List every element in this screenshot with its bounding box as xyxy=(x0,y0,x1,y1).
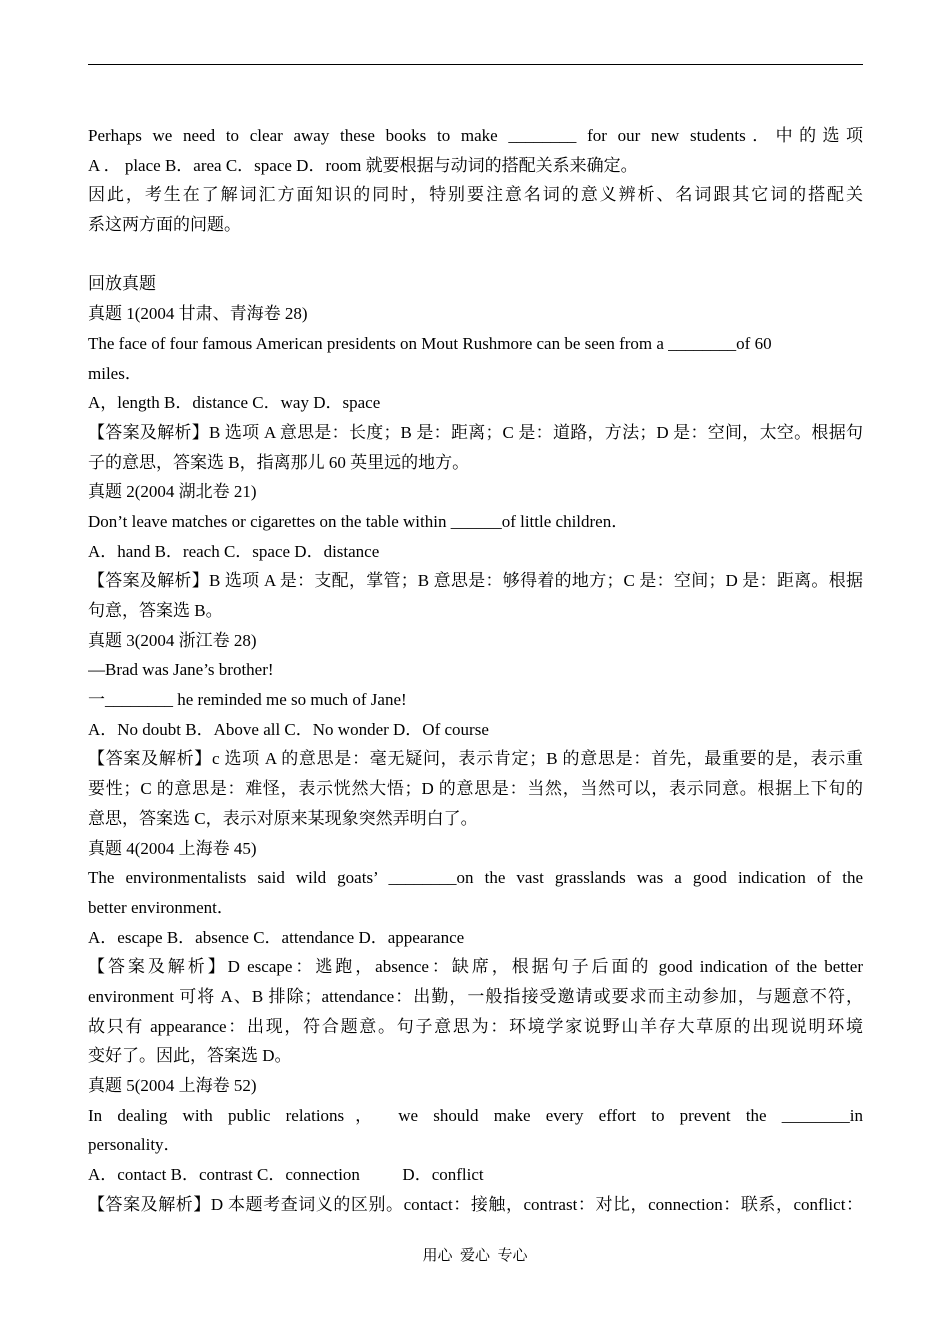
text-line: Don’t leave matches or cigarettes on the table within ______of little children． xyxy=(88,511,629,531)
text-line: —Brad was Jane’s brother! xyxy=(88,660,274,680)
question-title: 真题 1(2004 甘肃、青海卷 28) xyxy=(88,304,308,324)
text-line: 因此，考生在了解词汇方面知识的同时，特别要注意名词的意义辨析、名词跟其它词的搭配关 xyxy=(88,185,863,205)
text-line: miles． xyxy=(88,363,142,383)
text-line: 一________ he reminded me so much of Jane! xyxy=(88,690,407,710)
page-footer: 用心 爱心 专心 xyxy=(422,1248,528,1264)
answer-explanation: 子的意思，答案选 B，指离那儿 60 英里远的地方。 xyxy=(88,452,470,472)
answer-explanation: 【答案及解析】D escape：逃跑，absence：缺席，根据句子后面的 good indication of the better xyxy=(88,957,863,977)
answer-explanation: environment 可将 A、B 排除；attendance：出勤，一般指接受邀请或要求而主动参加，与题意不符， xyxy=(88,986,863,1006)
answer-explanation: 意思，答案选 C，表示对原来某现象突然弄明白了。 xyxy=(88,808,478,828)
options-line: A．contact B．contrast C．connection D．conflict xyxy=(88,1165,484,1185)
text-line: Perhaps we need to clear away these books to make ________ for our new students．中的选项 xyxy=(88,126,863,145)
answer-explanation: 故只有 appearance：出现，符合题意。句子意思为：环境学家说野山羊存大草原的出现说明环境 xyxy=(88,1016,863,1036)
text-line: The face of four famous American presidents on Mout Rushmore can be seen from a ________of 60 xyxy=(88,333,772,353)
document-body xyxy=(88,121,863,1219)
header-rule xyxy=(88,64,863,65)
question-title: 真题 3(2004 浙江卷 28) xyxy=(88,630,257,650)
blank-line xyxy=(88,240,863,270)
answer-explanation: 句意，答案选 B。 xyxy=(88,601,223,620)
answer-explanation: 要性；C 的意思是：难怪，表示恍然大悟；D 的意思是：当然，当然可以，表示同意。根据上下旬的 xyxy=(88,779,863,799)
options-line: A．escape B．absence C．attendance D．appearance xyxy=(88,927,465,947)
options-line: A．hand B．reach C．space D．distance xyxy=(88,541,380,561)
answer-explanation: 【答案及解析】c 选项 A 的意思是：毫无疑问，表示肯定；B 的意思是：首先，最重要的是，表示重 xyxy=(88,749,863,769)
answer-explanation: 变好了。因此，答案选 D。 xyxy=(88,1046,292,1066)
text-line: better environment． xyxy=(88,897,234,917)
question-title: 真题 2(2004 湖北卷 21) xyxy=(88,482,257,502)
section-heading: 回放真题 xyxy=(88,274,156,294)
answer-explanation: 【答案及解析】B 选项 A 意思是：长度；B 是：距离；C 是：道路，方法；D 是：空间，太空。根据句 xyxy=(88,422,863,442)
question-title: 真题 5(2004 上海卷 52) xyxy=(88,1076,257,1095)
text-line: A ． place B．area C．space D．room 就要根据与动词的搭配关系来确定。 xyxy=(88,155,638,175)
options-line: A．No doubt B．Above all C．No wonder D．Of course xyxy=(88,719,489,739)
answer-explanation: 【答案及解析】D 本题考查词义的区别。contact：接触，contrast：对比，connection：联系，conflict： xyxy=(88,1194,863,1214)
text-line: personality． xyxy=(88,1135,181,1155)
text-line: The environmentalists said wild goats’ ________on the vast grasslands was a good indication of the xyxy=(88,868,863,888)
answer-explanation: 【答案及解析】B 选项 A 是：支配，掌管；B 意思是：够得着的地方；C 是：空间；D 是：距离。根据 xyxy=(88,571,863,591)
options-line: A，length B．distance C．way D．space xyxy=(88,393,381,413)
text-line: In dealing with public relations， we should make every effort to prevent the ________in xyxy=(88,1105,863,1125)
text-line: 系这两方面的问题。 xyxy=(88,215,241,235)
question-title: 真题 4(2004 上海卷 45) xyxy=(88,838,257,858)
